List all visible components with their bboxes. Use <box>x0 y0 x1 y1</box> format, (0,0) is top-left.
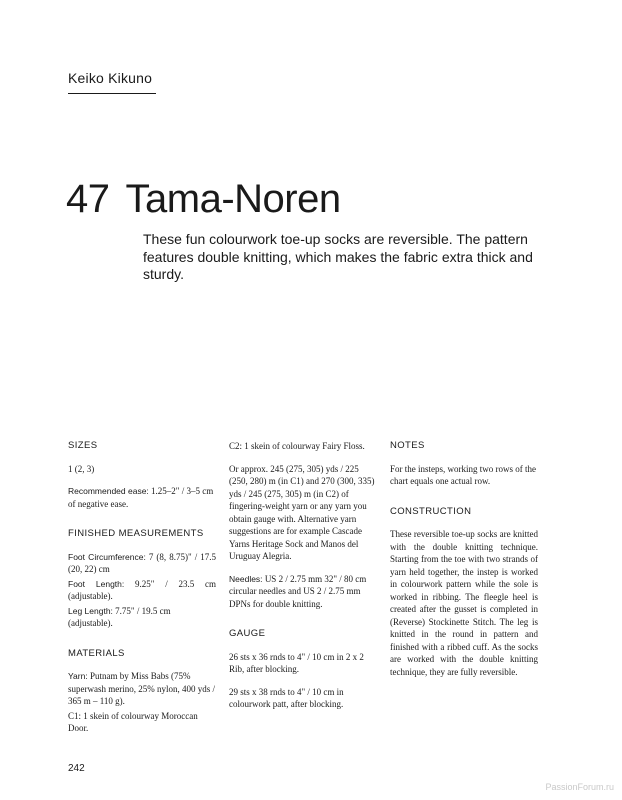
needles-text: US 2 / 2.75 mm 32" / 80 cm circular needles and US 2 / 2.75 mm DPNs for double knitting. <box>229 573 367 609</box>
column-right <box>390 440 538 688</box>
yarn-label: Yarn: <box>68 671 88 681</box>
gauge-rib: 26 sts x 36 rnds to 4" / 10 cm in 2 x 2 Rib, after blocking. <box>229 651 364 674</box>
construction-heading: CONSTRUCTION <box>390 505 472 517</box>
sizes-values: 1 (2, 3) <box>68 463 95 474</box>
c1-skein: C1: 1 skein of colourway Moroccan Door. <box>68 710 198 733</box>
construction-text: These reversible toe-up socks are knitted with the double knitting technique. Starting from the toe with two strands of yarn held together, the instep is worked in colourwork pattern while the sole is worked in ribbing. The fleegle heel is created after the gusset is completed in (Reverse) Stockinette Stitch. The leg is knitted in the round in pattern and finished with a ribbed cuff. As the socks are worked with the double knitting technique, they are fully reversible. <box>390 529 538 677</box>
column-middle <box>229 440 377 721</box>
site-watermark: PassionForum.ru <box>545 782 614 792</box>
pattern-name: Tama-Noren <box>125 176 341 221</box>
yarn-approx: Or approx. 245 (275, 305) yds / 225 (250, 280) m (in C1) and 270 (300, 335) yds / 245 (275, 305) m (in C2) of fingering-weight yarn or any yarn you obtain gauge with. Alternative yarn suggestions are for example Cascade Yarns Heritage Sock and Manos del Uruguay Alegria. <box>229 463 375 561</box>
column-left <box>68 440 216 745</box>
pattern-title <box>66 177 341 222</box>
leg-length-text: 7.75" / 19.5 cm (adjustable). <box>68 605 171 628</box>
notes-heading: NOTES <box>390 440 425 451</box>
author-underline <box>68 93 156 94</box>
needles-info <box>229 573 377 611</box>
finished-measurements <box>68 551 216 576</box>
notes-text: For the insteps, working two rows of the chart equals one actual row. <box>390 463 536 486</box>
yarn-info <box>68 670 216 708</box>
needles-label: Needles: <box>229 573 263 584</box>
materials-heading: MATERIALS <box>68 647 125 659</box>
author-name: Keiko Kikuno <box>68 70 153 86</box>
sizes-heading: SIZES <box>68 440 98 451</box>
gauge-colourwork: 29 sts x 38 rnds to 4" / 10 cm in colourwork patt, after blocking. <box>229 686 344 709</box>
pattern-number: 47 <box>66 176 110 221</box>
gauge-heading: GAUGE <box>229 628 266 639</box>
leg-length-label: Leg Length: <box>68 605 113 616</box>
foot-circumference-text: 7 (8, 8.75)" / 17.5 (20, 22) cm <box>68 551 217 574</box>
foot-circumference-label: Foot Circumference: <box>68 551 146 562</box>
yarn-text: Putnam by Miss Babs (75% superwash merino, 25% nylon, 400 yds / 365 m – 110 g). <box>68 671 215 706</box>
ease-text: 1.25–2" / 3–5 cm of negative ease. <box>68 486 214 509</box>
page-number: 242 <box>68 763 85 774</box>
foot-length-label: Foot Length: <box>68 578 125 589</box>
ease-label: Recommended ease: <box>68 486 149 496</box>
leg-length <box>68 605 216 630</box>
recommended-ease <box>68 485 216 510</box>
foot-length-text: 9.25" / 23.5 cm (adjustable). <box>68 578 216 601</box>
finished-measurements-heading: FINISHED MEASUREMENTS <box>68 528 204 539</box>
intro-paragraph: These fun colourwork toe-up socks are reversible. The pattern features double knitting, which makes the fabric extra thick and sturdy. <box>143 231 533 282</box>
c2-skein: C2: 1 skein of colourway Fairy Floss. <box>229 441 365 451</box>
foot-length <box>68 578 216 603</box>
